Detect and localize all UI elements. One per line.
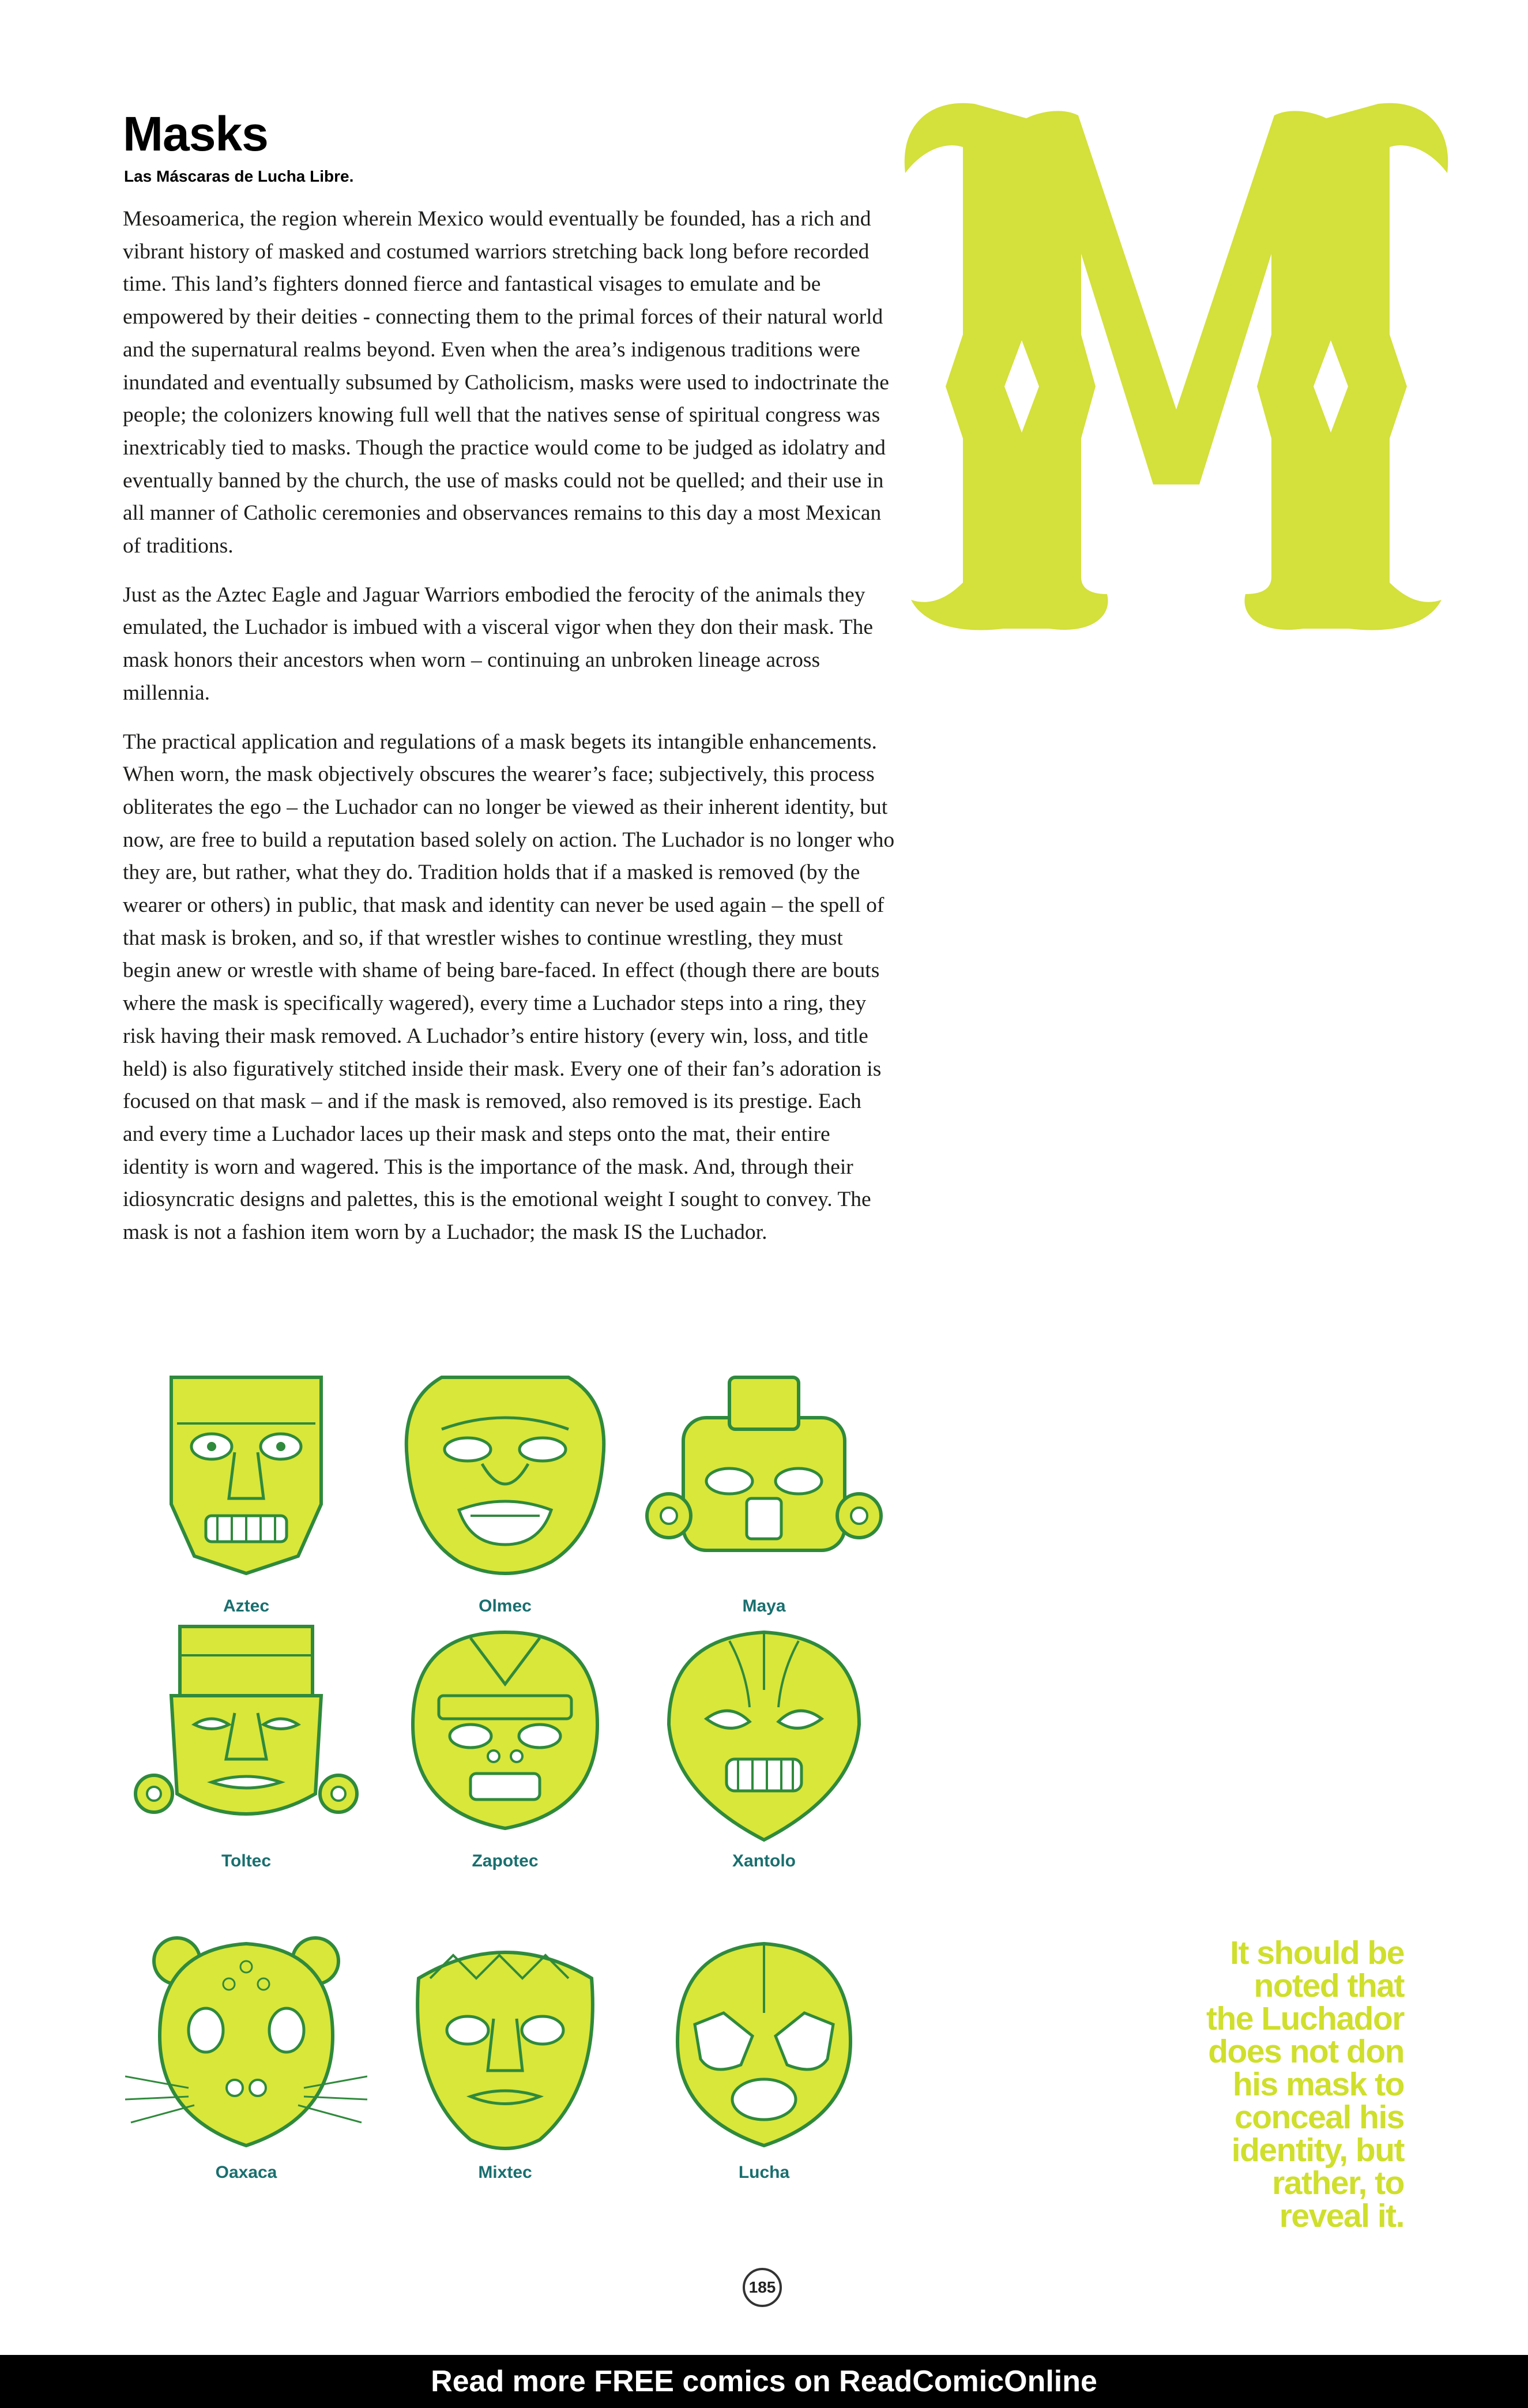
pull-quote-line: his mask to <box>1232 2066 1404 2103</box>
pull-quote-line: reveal it. <box>1279 2197 1404 2234</box>
aztec-mask-icon <box>125 1366 367 1596</box>
pull-quote <box>1096 1934 1404 2234</box>
mask-label: Zapotec <box>472 1851 539 1870</box>
mask-label: Oaxaca <box>215 2163 277 2182</box>
xantolo-mask-icon <box>643 1621 885 1851</box>
mask-toltec <box>125 1621 367 1886</box>
pull-quote-line: noted that <box>1254 1967 1404 2004</box>
mask-lucha <box>643 1932 885 2197</box>
mask-xantolo <box>643 1621 885 1886</box>
mask-label: Maya <box>742 1596 786 1616</box>
body-paragraph: The practical application and regulations of a mask begets its intangible enhancements. When worn, the mask objectively obscures the wearer’s face; subjectively, this process obliterates the ego – the Luchador can no longer be viewed as their inherent identity, but now, are free to build a reputation based solely on action. The Luchador is no longer who they are, but rather, what they do. Tradition holds that if a masked is removed (by the wearer or others) in public, that mask and identity can never be used again – the spell of that mask is broken, and so, if that wrestler wishes to continue wrestling, they must begin anew or wrestle with shame of being bare-faced. In effect (though there are bouts where the mask is specifically wagered), every time a Luchador steps into a ring, they risk having their mask removed. A Luchador’s entire history (every win, loss, and title held) is also figuratively stitched inside their mask. Every one of their fan’s adoration is focused on that mask – and if the mask is removed, also removed is its prestige. Each and every time a Luchador laces up their mask and steps onto the mat, their entire identity is worn and wagered. This is the importance of the mask. And, through their idiosyncratic designs and palettes, this is the emotional weight I sought to convey. The mask is not a fashion item worn by a Luchador; the mask IS the Luchador. <box>123 730 895 1245</box>
pull-quote-line: does not don <box>1208 2033 1404 2070</box>
mask-label: Xantolo <box>732 1851 796 1870</box>
page-number: 185 <box>743 2268 782 2307</box>
oaxaca-jaguar-mask-icon <box>125 1932 367 2163</box>
pull-quote-line: identity, but <box>1231 2132 1404 2169</box>
zapotec-mask-icon <box>384 1621 626 1851</box>
page-subtitle: Las Máscaras de Lucha Libre. <box>124 167 354 185</box>
drop-cap-m-illustration <box>888 87 1465 634</box>
footer-banner[interactable]: Read more FREE comics on ReadComicOnline <box>0 2355 1528 2408</box>
toltec-mask-icon <box>125 1621 367 1851</box>
mask-maya <box>643 1366 885 1631</box>
mask-label: Toltec <box>221 1851 272 1870</box>
mask-label: Mixtec <box>478 2163 532 2182</box>
mask-aztec <box>125 1366 367 1631</box>
pull-quote-line: rather, to <box>1272 2165 1404 2202</box>
mask-label: Olmec <box>479 1596 532 1616</box>
maya-mask-icon <box>643 1366 885 1596</box>
body-paragraph: Mesoamerica, the region wherein Mexico would eventually be founded, has a rich and vibrant history of masked and costumed warriors stretching back long before recorded time. This land’s fighters donned fierce and fantastical visages to emulate and be empowered by their deities - connecting them to the primal forces of their natural world and the supernatural realms beyond. Even when the area’s indigenous traditions were inundated and eventually subsumed by Catholicism, masks were used to indoctrinate the people; the colonizers knowing full well that the natives sense of spiritual congress was inextricably tied to masks. Though the practice would come to be judged as idolatry and eventually banned by the church, the use of masks could not be quelled; and their use in all manner of Catholic ceremonies and observances remains to this day a most Mexican of traditions. <box>123 207 889 558</box>
pull-quote-line: the Luchador <box>1206 2000 1404 2037</box>
mixtec-mask-icon <box>384 1932 626 2163</box>
page-title: Masks <box>123 107 268 161</box>
pull-quote-line: conceal his <box>1235 2099 1404 2136</box>
mask-label: Lucha <box>738 2163 790 2182</box>
olmec-mask-icon <box>384 1366 626 1596</box>
mask-zapotec <box>384 1621 626 1886</box>
body-paragraph: Just as the Aztec Eagle and Jaguar Warriors embodied the ferocity of the animals they emulated, the Luchador is imbued with a visceral vigor when they don their mask. The mask honors their ancestors when worn – continuing an unbroken lineage across millennia. <box>123 583 874 705</box>
mask-oaxaca <box>125 1932 367 2197</box>
pull-quote-line: It should be <box>1230 1934 1404 1971</box>
mask-olmec <box>384 1366 626 1631</box>
lucha-mask-icon <box>643 1932 885 2163</box>
mask-mixtec <box>384 1932 626 2197</box>
mask-label: Aztec <box>223 1596 270 1616</box>
body-text <box>123 203 895 1265</box>
